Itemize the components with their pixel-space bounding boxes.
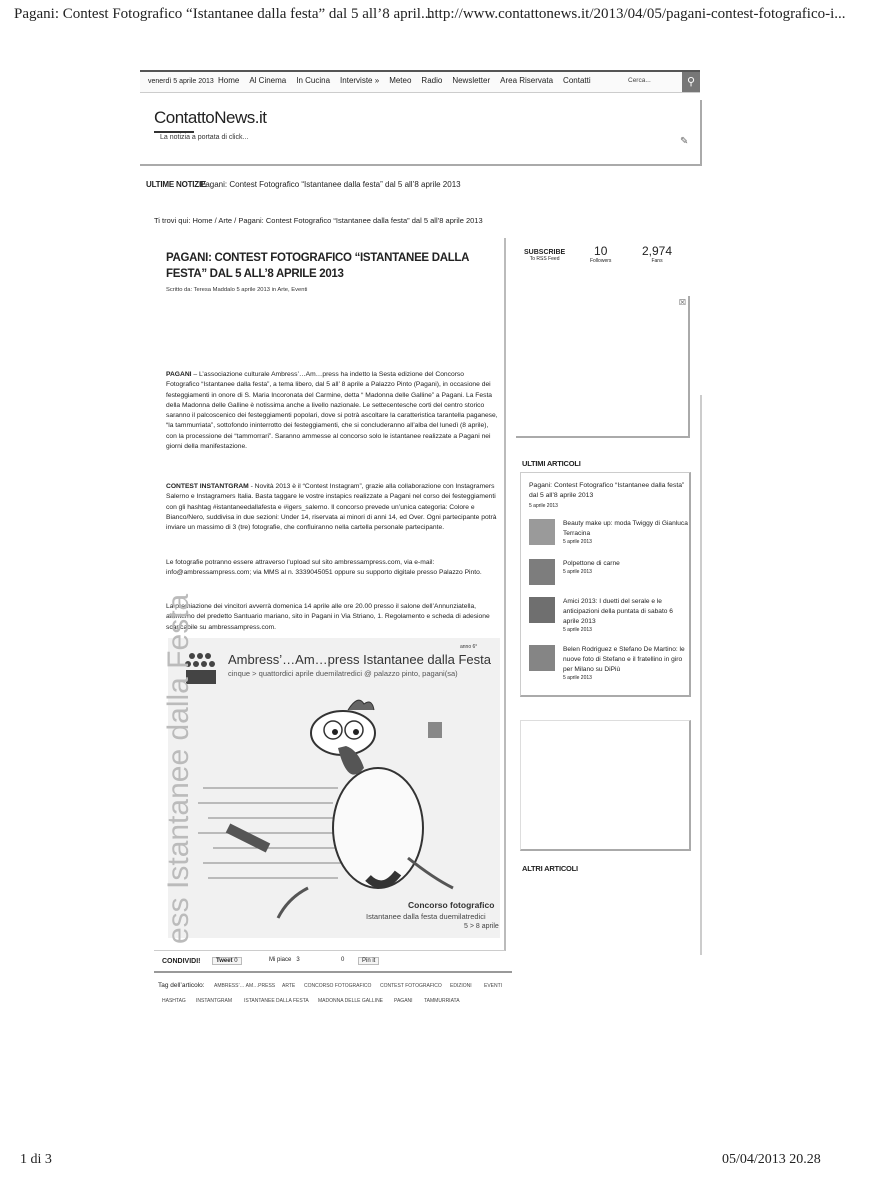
list-item-date: 5 aprile 2013 — [563, 539, 592, 545]
tag[interactable]: CONCORSO FOTOGRAFICO — [304, 983, 372, 989]
tag[interactable]: ARTE — [282, 983, 296, 989]
nav-item-area-riservata[interactable]: Area Riservata — [500, 76, 554, 85]
list-item-title[interactable]: Amici 2013: I duetti del serale e le anticipazioni della puntata di sabato 6 aprile 2013 — [563, 598, 673, 625]
nav-item-cucina[interactable]: In Cucina — [296, 76, 331, 85]
breadcrumb: Ti trovi qui: Home / Arte / Pagani: Contest Fotografico “Istantanee dalla festa” dal 5 all’8 aprile 2013 — [154, 216, 483, 225]
nav-item-interviste[interactable]: Interviste » — [340, 76, 380, 85]
pin-button[interactable]: Pin it — [358, 957, 379, 965]
tags-label: Tag dell’articolo: — [158, 982, 205, 989]
article-paragraph: La premiazione dei vincitori avverrà domenica 14 aprile alle ore 20.00 presso il salone dell’Annunziatella, all’interno del predetto Santuario mariano, sito in Pagani in Via Striano, 1. Regolamento e scheda di adesione scaricabile su ambressampress.com. — [166, 603, 490, 631]
fans-label: Fans — [651, 258, 663, 264]
close-icon[interactable]: ☒ — [678, 298, 686, 307]
ticker-link[interactable]: Pagani: Contest Fotografico “Istantanee dalla festa” dal 5 all’8 aprile 2013 — [200, 180, 461, 189]
search-icon[interactable]: ⚲ — [682, 72, 700, 92]
article-paragraph: Le fotografie potranno essere attraverso l’upload sul sito ambressampress.com, via e-mail: info@ambressampress.com; via MMS al n. 3339045051 oppure su supporto digitale presso Palazzo Pinto. — [166, 559, 482, 577]
lead-article-date: 5 aprile 2013 — [529, 503, 558, 509]
poster-title: Ambress’…Am…press Istantanee dalla Festa — [228, 652, 491, 667]
fans-count[interactable] — [642, 244, 672, 264]
tag[interactable]: EVENTI — [484, 983, 503, 989]
list-item-date: 5 aprile 2013 — [563, 627, 592, 633]
altri-articoli-title: ALTRI ARTICOLI — [522, 864, 578, 873]
site-header — [140, 100, 702, 166]
share-label: CONDIVIDI! — [162, 958, 201, 965]
article-thumbnail — [529, 645, 555, 671]
search-input[interactable]: Cerca... — [628, 77, 651, 84]
nav-item-meteo[interactable]: Meteo — [389, 76, 412, 85]
followers-label: Followers — [590, 258, 612, 264]
tag[interactable]: TAMMURRIATA — [424, 998, 460, 1004]
article-thumbnail — [529, 519, 555, 545]
tag[interactable]: MADONNA DELLE GALLINE — [318, 998, 384, 1004]
nav-item-contatti[interactable]: Contatti — [563, 76, 591, 85]
site-tagline: La notizia a portata di click... — [160, 134, 249, 141]
article — [154, 238, 506, 951]
tag[interactable]: ISTANTANEE DALLA FESTA — [244, 998, 309, 1004]
poster-subtitle: cinque > quattordici aprile duemilatredici @ palazzo pinto, pagani(sa) — [228, 669, 458, 678]
page-counter: 1 di 3 — [20, 1152, 52, 1167]
tweet-count: 0 — [234, 958, 238, 964]
print-date: 05/04/2013 20.28 — [722, 1152, 821, 1167]
poster-concorso: Concorso fotografico — [408, 900, 495, 910]
fans-number: 2,974 — [642, 244, 673, 258]
tag[interactable]: AMBRESS’… AM…PRESS — [214, 983, 276, 989]
ad-banner — [520, 720, 691, 851]
followers-number: 10 — [594, 244, 608, 258]
page-divider — [700, 395, 702, 955]
tag[interactable]: EDIZIONI — [450, 983, 472, 989]
like-button[interactable] — [266, 957, 303, 963]
paragraph-lead: CONTEST INSTANTGRAM — [166, 483, 249, 490]
top-navbar — [140, 70, 700, 93]
poster-edition: anno 6° — [460, 644, 478, 650]
article-title: PAGANI: CONTEST FOTOGRAFICO “ISTANTANEE DALLA FESTA” DAL 5 ALL’8 APRILE 2013 — [166, 252, 469, 280]
list-item-title[interactable]: Polpettone di carne — [563, 560, 620, 567]
lead-article-link[interactable]: Pagani: Contest Fotografico “Istantanee dalla festa” dal 5 all’8 aprile 2013 — [529, 482, 685, 499]
social-stats — [516, 238, 686, 278]
list-item-title[interactable]: Beauty make up: moda Twiggy di Gianluca Terracina — [563, 520, 688, 537]
like-label: Mi piace — [269, 957, 292, 963]
svg-text:ess Istantanee dalla Festa: ess Istantanee dalla Festa — [162, 593, 195, 944]
list-item-date: 5 aprile 2013 — [563, 569, 592, 575]
nav-date: venerdì 5 aprile 2013 — [148, 78, 214, 85]
ultimi-articoli-title: ULTIMI ARTICOLI — [522, 459, 581, 468]
nav-item-home[interactable]: Home — [218, 76, 240, 85]
tag[interactable]: PAGANI — [394, 998, 413, 1004]
like-count: 3 — [296, 957, 300, 963]
followers-count[interactable] — [590, 244, 611, 264]
tweet-label: Tweet — [216, 958, 233, 964]
paragraph-text: - Novità 2013 è il “Contest Instagram”, grazie alla collaborazione con Instagramers Salerno e Instagramers Italia. Basta taggare le vostre instapics realizzate a Pagani nel corso dei festeggiamenti con gli hashtag #istantaneedallafesta e #igers_salerno. Il concorso prevede un’unica categoria: Colore e Bianco/Nero, suddivisa in due sezioni: Under 14, riservata ai minori di anni 14, ed Over. Ogni partecipante potrà inviare un massimo di 3 (tre) fotografie, che confluiranno nella cartella personale partecipante. — [166, 483, 497, 532]
nav-menu — [218, 76, 591, 85]
print-page-url: http://www.contattonews.it/2013/04/05/pagani-contest-fotografico-i... — [427, 6, 846, 22]
rss-label: SUBSCRIBE — [524, 249, 566, 256]
article-paragraph — [166, 370, 498, 452]
list-item-title[interactable]: Belen Rodriguez e Stefano De Martino: le nuove foto di Stefano e il fratellino in giro per Milano su DiPiù — [563, 646, 685, 673]
nav-item-cinema[interactable]: Al Cinema — [249, 76, 287, 85]
article-paragraph — [166, 482, 498, 533]
tweet-button[interactable] — [212, 957, 242, 965]
ticker-label: ULTIME NOTIZIE — [146, 180, 207, 189]
plus-count[interactable]: 0 — [341, 957, 345, 963]
rss-sub: To RSS Feed — [529, 256, 560, 262]
tag[interactable]: CONTEST FOTOGRAFICO — [380, 983, 442, 989]
rss-subscribe[interactable] — [524, 244, 565, 262]
ad-banner — [516, 296, 690, 438]
site-logo[interactable]: ContattoNews.it — [154, 108, 267, 127]
ultimi-articoli-list — [520, 472, 691, 697]
paragraph-text: – L’associazione culturale Ambress’…Am…press ha indetto la Sesta edizione del Concorso Fotografico “Istantanee dalla festa”, a tema libero, dal 5 all’ 8 aprile a Palazzo Pinto (Pagani), in occasione dei festeggiamenti in onore di S. Maria Incoronata del Carmine, detta “ Madonna delle Galline” a Pagani. La Festa della Madonna delle Galline è notissima anche a livello nazionale. Le settecentesche corti del centro storico saranno il palcoscenico dei festeggiamenti popolari, dove si potrà ascoltare la caratteristica tarantella paganese, “la tammurriata”, sottofondo ininterrotto dei festeggiamenti, che si concluderanno all’alba del lunedì (8 aprile), con la processione dei “tammorrari”. Saranno ammesse al concorso solo le istantanee realizzate a Pagani nei giorni della manifestazione. — [166, 371, 498, 451]
print-page-title: Pagani: Contest Fotografico “Istantanee dalla festa” dal 5 all’8 april... — [14, 6, 433, 22]
nav-item-radio[interactable]: Radio — [421, 76, 443, 85]
poster-istantanee: Istantanee dalla festa duemilatredici — [366, 912, 486, 921]
tag[interactable]: HASHTAG — [162, 998, 186, 1004]
list-item-date: 5 aprile 2013 — [563, 675, 592, 681]
article-byline: Scritto da: Teresa Maddalo 5 aprile 2013 in Arte, Eventi — [166, 287, 308, 293]
article-thumbnail — [529, 559, 555, 585]
paragraph-lead: PAGANI — [166, 371, 192, 378]
nav-item-newsletter[interactable]: Newsletter — [452, 76, 491, 85]
tag[interactable]: INSTANTGRAM — [196, 998, 233, 1004]
share-bar — [154, 953, 512, 973]
chat-icon: ✎ — [680, 136, 689, 147]
poster-dates: 5 > 8 aprile — [464, 923, 499, 930]
article-thumbnail — [529, 597, 555, 623]
logo-underline — [154, 131, 194, 133]
